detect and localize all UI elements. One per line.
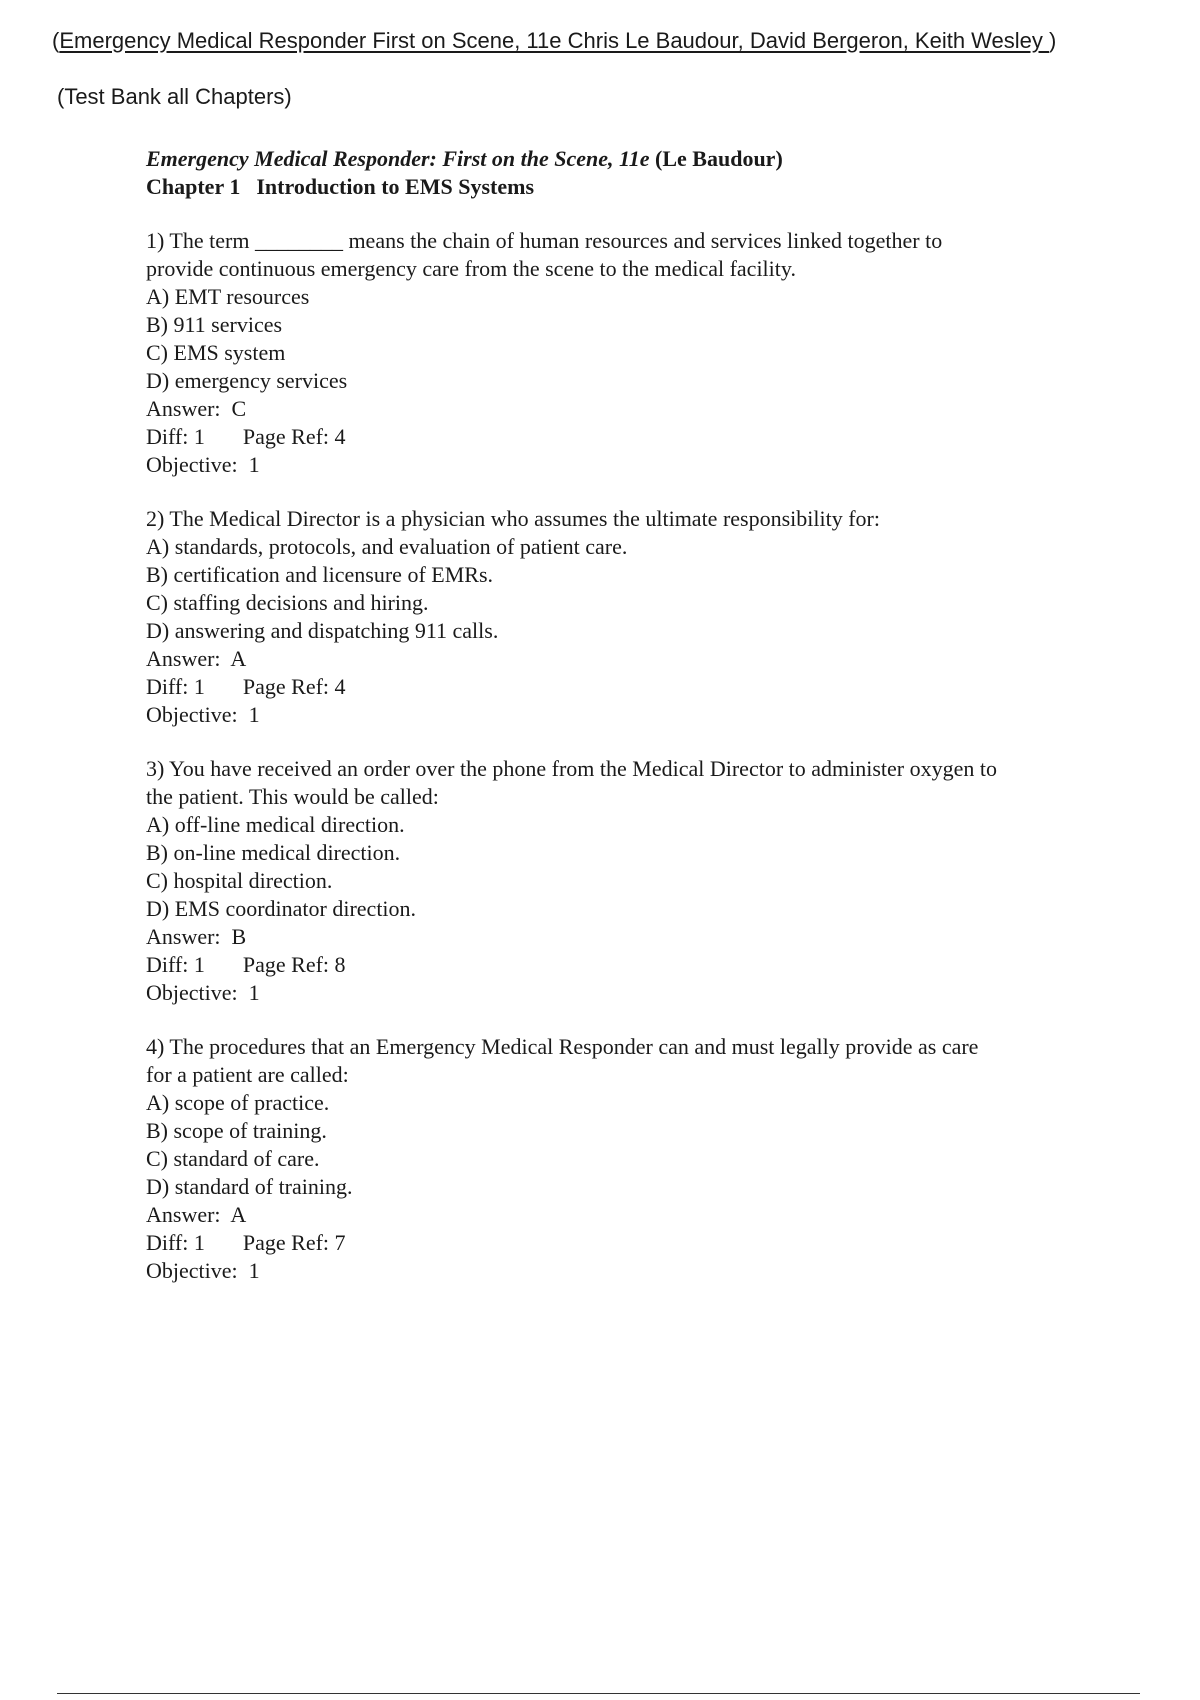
question-block <box>146 227 1106 479</box>
header-open-paren: ( <box>52 28 60 53</box>
question-stem: 4) The procedures that an Emergency Medical Responder can and must legally provide as care <box>146 1034 979 1059</box>
page-ref-label: Page Ref: <box>242 1230 330 1255</box>
page-ref-value: 4 <box>334 424 346 449</box>
document-subtitle: (Test Bank all Chapters) <box>57 84 292 109</box>
page-ref-value: 8 <box>334 952 346 977</box>
answer-option: B) scope of training. <box>146 1118 327 1143</box>
diff-value: 1 <box>193 424 205 449</box>
chapter-heading <box>146 173 1106 201</box>
answer-label: Answer: <box>146 396 221 421</box>
answer-line <box>146 645 1106 673</box>
objective-line <box>146 701 1106 729</box>
question-stem-continued: the patient. This would be called: <box>146 784 439 809</box>
question-stem: 2) The Medical Director is a physician who assumes the ultimate responsibility for: <box>146 506 880 531</box>
answer-label: Answer: <box>146 924 221 949</box>
document-header <box>52 28 1056 54</box>
diff-label: Diff: <box>146 1230 189 1255</box>
diff-label: Diff: <box>146 424 189 449</box>
diff-label: Diff: <box>146 674 189 699</box>
answer-option: A) off-line medical direction. <box>146 812 405 837</box>
difficulty-line <box>146 673 1106 701</box>
objective-label: Objective: <box>146 980 238 1005</box>
answer-value: A <box>230 646 247 671</box>
header-close-paren: ) <box>1049 28 1057 53</box>
page-ref-label: Page Ref: <box>242 424 330 449</box>
diff-value: 1 <box>193 1230 205 1255</box>
difficulty-line <box>146 1229 1106 1257</box>
chapter-name: Introduction to EMS Systems <box>256 174 535 199</box>
footer-divider <box>57 1693 1140 1694</box>
objective-line <box>146 1257 1106 1285</box>
objective-label: Objective: <box>146 702 238 727</box>
question-stem: 1) The term ________ means the chain of human resources and services linked together to <box>146 228 943 253</box>
objective-label: Objective: <box>146 452 238 477</box>
diff-label: Diff: <box>146 952 189 977</box>
page-ref-value: 7 <box>334 1230 346 1255</box>
page-ref-value: 4 <box>334 674 346 699</box>
answer-option: A) standards, protocols, and evaluation of patient care. <box>146 534 628 559</box>
question-block <box>146 505 1106 729</box>
answer-option: C) standard of care. <box>146 1146 320 1171</box>
answer-option: C) staffing decisions and hiring. <box>146 590 429 615</box>
objective-label: Objective: <box>146 1258 238 1283</box>
diff-value: 1 <box>193 674 205 699</box>
question-block <box>146 1033 1106 1285</box>
answer-option: B) on-line medical direction. <box>146 840 401 865</box>
objective-line <box>146 451 1106 479</box>
book-title-line <box>146 145 1106 173</box>
answer-value: B <box>231 924 247 949</box>
objective-line <box>146 979 1106 1007</box>
answer-line <box>146 923 1106 951</box>
objective-value: 1 <box>248 452 260 477</box>
question-stem-continued: provide continuous emergency care from the scene to the medical facility. <box>146 256 796 281</box>
answer-option: C) hospital direction. <box>146 868 333 893</box>
answer-option: B) certification and licensure of EMRs. <box>146 562 494 587</box>
answer-option: C) EMS system <box>146 340 286 365</box>
test-bank-content <box>146 145 1106 1285</box>
header-book-title-link[interactable]: Emergency Medical Responder First on Scene, 11e Chris Le Baudour, David Bergeron, Keith Wesley <box>59 28 1050 53</box>
answer-label: Answer: <box>146 646 221 671</box>
page-ref-label: Page Ref: <box>242 952 330 977</box>
answer-option: D) EMS coordinator direction. <box>146 896 417 921</box>
book-title: Emergency Medical Responder: First on the Scene, 11e <box>146 146 650 171</box>
answer-option: A) EMT resources <box>146 284 310 309</box>
objective-value: 1 <box>248 1258 260 1283</box>
difficulty-line <box>146 951 1106 979</box>
answer-option: B) 911 services <box>146 312 283 337</box>
difficulty-line <box>146 423 1106 451</box>
diff-value: 1 <box>193 952 205 977</box>
objective-value: 1 <box>248 980 260 1005</box>
answer-option: A) scope of practice. <box>146 1090 330 1115</box>
answer-line <box>146 1201 1106 1229</box>
answer-label: Answer: <box>146 1202 221 1227</box>
answer-line <box>146 395 1106 423</box>
page-ref-label: Page Ref: <box>242 674 330 699</box>
objective-value: 1 <box>248 702 260 727</box>
answer-value: C <box>231 396 247 421</box>
answer-value: A <box>230 1202 247 1227</box>
question-stem: 3) You have received an order over the phone from the Medical Director to administer oxygen to <box>146 756 998 781</box>
book-author: (Le Baudour) <box>655 146 783 171</box>
question-block <box>146 755 1106 1007</box>
answer-option: D) emergency services <box>146 368 348 393</box>
chapter-label: Chapter 1 <box>146 174 241 199</box>
answer-option: D) answering and dispatching 911 calls. <box>146 618 499 643</box>
answer-option: D) standard of training. <box>146 1174 353 1199</box>
question-stem-continued: for a patient are called: <box>146 1062 349 1087</box>
